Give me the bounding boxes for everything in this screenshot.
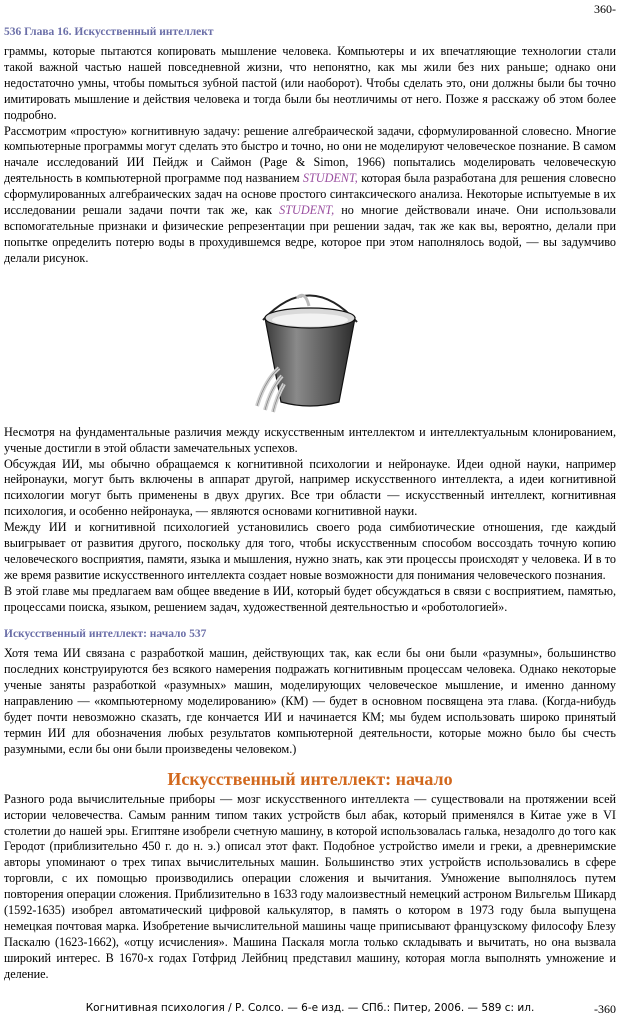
paragraph-student-text-2: которая была разработана для решения словесно сформулированных алгебраических задач на основе простого синтаксического анализа. Некоторые испытуемые в их исследовании решали задачи почти так же, как [4,171,616,218]
footer-page-number: -360 [594,1002,616,1016]
leaking-bucket-illustration [235,280,385,415]
paragraph-student [4,124,616,267]
paragraph-student-text-3: но многие действовали иначе. Они использовали вспомогательные признаки и физические репрезентации при решении задач, так же как вы, вероятно, делали при попытке определить потерю воды в прохудившемся ведре, которое при этом наполнялось водой, — вы задумчиво делали рисунок. [4,203,616,265]
paragraph-history: Разного рода вычислительные приборы — мозг искусственного интеллекта — существовали на протяжении всей истории человечества. Самым ранним типом таких устройств был абак, который применялся в Китае уже в VI столетии до нашей эры. Египтяне изобрели счетную машину, в которой использовалась галька, незадолго до того как Геродот (приблизительно 450 г. до н. э.) описал этот факт. Подобное устройство имели и греки, а древнеримские авторы упоминают о трех типах вычислительных машин. Большинство этих устройств использовались в сфере торговли, с их помощью производились операции сложения и вычитания. Умножение выполнялось путем повторения операции сложения. Приблизительно в 1633 году малоизвестный немецкий астроном Вильгельм Шикард (1592-1635) изобрел автоматический цифровой калькулятор, в память о котором в 1973 году была выпущена немецкая почтовая марка. Изобретение вычислительной машины чаще приписывают французскому философу Блезу Паскалю (1623-1662), «отцу исчисления». Машина Паскаля могла только складывать и вычитать, но она вызвала широкий интерес. В 1670-х годах Готфрид Лейбниц представил машину, которая могла выполнять умножение и деление. [4,791,616,981]
term-student-2: STUDENT, [279,203,335,218]
paragraph-after-figure-1: Несмотря на фундаментальные различия между искусственным интеллектом и интеллектуальным клонированием, ученые достигли в этой области замечательных успехов. [4,424,616,455]
paragraph-after-figure-3: Между ИИ и когнитивной психологией установились своего рода симбиотические отношения, где каждый выигрывает от развития другого, поскольку для того, чтобы искусственным способом воссоздать точную копию человеческого восприятия, памяти, языка и мышления, нужно знать, как эти процессы происходят у человека. И в то же время развитие искусственного интеллекта создает новые возможности для понимания человеческого познания. [4,520,616,582]
running-head: 536 Глава 16. Искусственный интеллект [4,26,214,38]
footer-citation: Когнитивная психология / Р. Солсо. — 6-е изд. — СПб.: Питер, 2006. — 589 с: ил. [85,1002,535,1014]
paragraph-after-figure-2: Обсуждая ИИ, мы обычно обращаемся к когнитивной психологии и нейронауке. Идеи одной науки, например нейронауки, могут быть включены в аппарат другой, например искусственного интеллекта, а идеи когнитивной психологии могут быть применены в двух других. Все три области — искусственный интеллект, когнитивная психология, и особенно нейронаука, — являются основами когнитивной науки. [4,456,616,519]
section-title: Искусственный интеллект: начало [167,768,453,789]
body-text [4,44,616,983]
paragraph-intro: граммы, которые пытаются копировать мышление человека. Компьютеры и их впечатляющие технологии стали такой важной частью нашей повседневной жизни, что непонятно, как мы жили без них раньше; однако они недостаточно умны, чтобы помыться зубной пастой (или наоборот). Чтобы сделать это, они должны были бы точно имитировать мышление и действия человека и тогда были бы неотличимы от него. Позже я расскажу об этом более подробно. [4,44,616,122]
page-number-top: 360- [594,2,616,16]
paragraph-after-subhead: Хотя тема ИИ связана с разработкой машин, действующих так, как если бы они были «разумны», большинство последних конструируются без всякого намерения подражать когнитивным процессам человека. Однако некоторые ученые заняты разработкой «разумных» машин, моделирующих человеческое мышление, и именно данному направлению — «компьютерному моделированию» (КМ) — будет в основном посвящена эта глава. (Когда-нибудь будет почти невозможно сказать, где кончается ИИ и начинается КМ; мы будем использовать широко принятый термин ИИ для обозначения любых результатов компьютерной деятельности, которые можно было бы счесть разумными, если бы они были произведены человеком.) [4,646,616,756]
subheading: Искусственный интеллект: начало 537 [4,627,207,640]
term-student-1: STUDENT, [302,171,358,186]
footer [0,1002,620,1020]
paragraph-student-text-1: Рассмотрим «простую» когнитивную задачу: решение алгебраической задачи, сформулированной словесно. Многие компьютерные программы могут сделать это быстро и точно, но они не моделируют человеческое познание. В самом начале исследований ИИ Пейдж и Саймон (Page & Simon, 1966) попытались моделировать человеческую деятельность в компьютерной программе под названием [4,123,616,186]
paragraph-after-figure-4: В этой главе мы предлагаем вам общее введение в ИИ, который будет обсуждаться в связи с восприятием, памятью, процессами поиска, языком, решением задач, художественной деятельностью и «роботологией». [4,583,616,614]
